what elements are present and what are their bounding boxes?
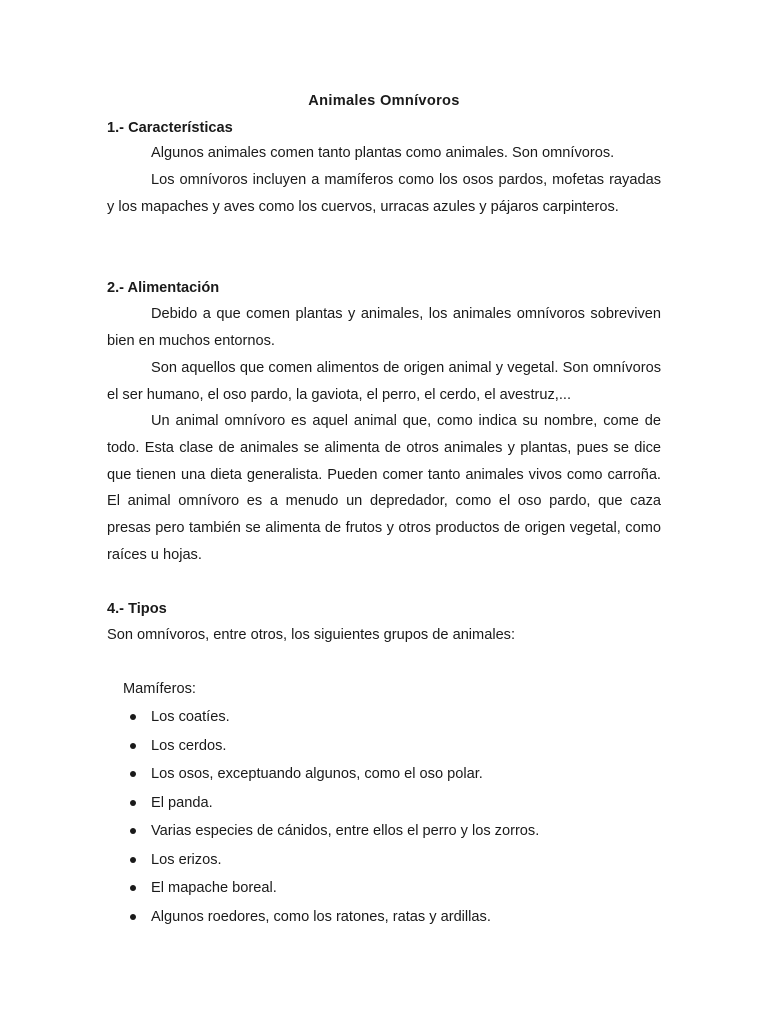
bullet-icon — [130, 771, 136, 777]
bullet-icon — [130, 714, 136, 720]
list-item — [107, 760, 539, 789]
list-item-text: El mapache boreal. — [151, 880, 277, 896]
bullet-icon — [130, 885, 136, 891]
list-item — [107, 789, 539, 818]
list-item — [107, 874, 539, 903]
list-item — [107, 903, 539, 932]
list-item-text: El panda. — [151, 794, 213, 811]
list-item — [107, 846, 539, 875]
bullet-list — [107, 703, 539, 931]
bullet-icon — [130, 828, 136, 834]
paragraph: Los omnívoros incluyen a mamíferos como los osos pardos, mofetas rayadas y los mapaches y aves como los cuervos, urracas azules y pájaros carpinteros. — [107, 172, 661, 215]
section-heading-caracteristicas: 1.- Características — [107, 120, 233, 136]
paragraph: Un animal omnívoro es aquel animal que, como indica su nombre, come de todo. Esta clase de animales se alimenta de otros animales y plantas, pues se dice que tienen una dieta generalista. Pueden comer tanto animales vivos como carroña. El animal omnívoro es a menudo un depredador, como el oso pardo, que caza presas pero también se alimenta de frutos y otros productos de origen vegetal, como raíces u hojas. — [107, 413, 661, 563]
list-item-text: Varias especies de cánidos, entre ellos el perro y los zorros. — [151, 823, 540, 839]
bullet-icon — [130, 857, 136, 863]
list-label-mamiferos: Mamíferos: — [123, 681, 196, 697]
list-item — [107, 703, 539, 732]
list-item-text: Los coatíes. — [151, 709, 230, 725]
paragraph: Debido a que comen plantas y animales, los animales omnívoros sobreviven bien en muchos entornos. — [107, 306, 661, 349]
list-item-text: Los cerdos. — [151, 737, 227, 754]
list-item — [107, 732, 539, 761]
document-title: Animales Omnívoros — [308, 93, 460, 109]
bullet-icon — [130, 743, 136, 749]
list-item-text: Algunos roedores, como los ratones, ratas y ardillas. — [151, 908, 491, 925]
list-item — [107, 817, 539, 846]
list-item-text: Los erizos. — [151, 851, 222, 868]
section-heading-tipos: 4.- Tipos — [107, 601, 167, 617]
bullet-icon — [130, 914, 136, 920]
bullet-icon — [130, 800, 136, 806]
section-heading-alimentacion: 2.- Alimentación — [107, 280, 220, 296]
paragraph: Son aquellos que comen alimentos de origen animal y vegetal. Son omnívoros el ser humano, el oso pardo, la gaviota, el perro, el cerdo, el avestruz,... — [107, 360, 661, 403]
paragraph: Algunos animales comen tanto plantas como animales. Son omnívoros. — [151, 145, 615, 161]
list-item-text: Los osos, exceptuando algunos, como el oso polar. — [151, 766, 483, 782]
paragraph: Son omnívoros, entre otros, los siguientes grupos de animales: — [107, 627, 516, 643]
